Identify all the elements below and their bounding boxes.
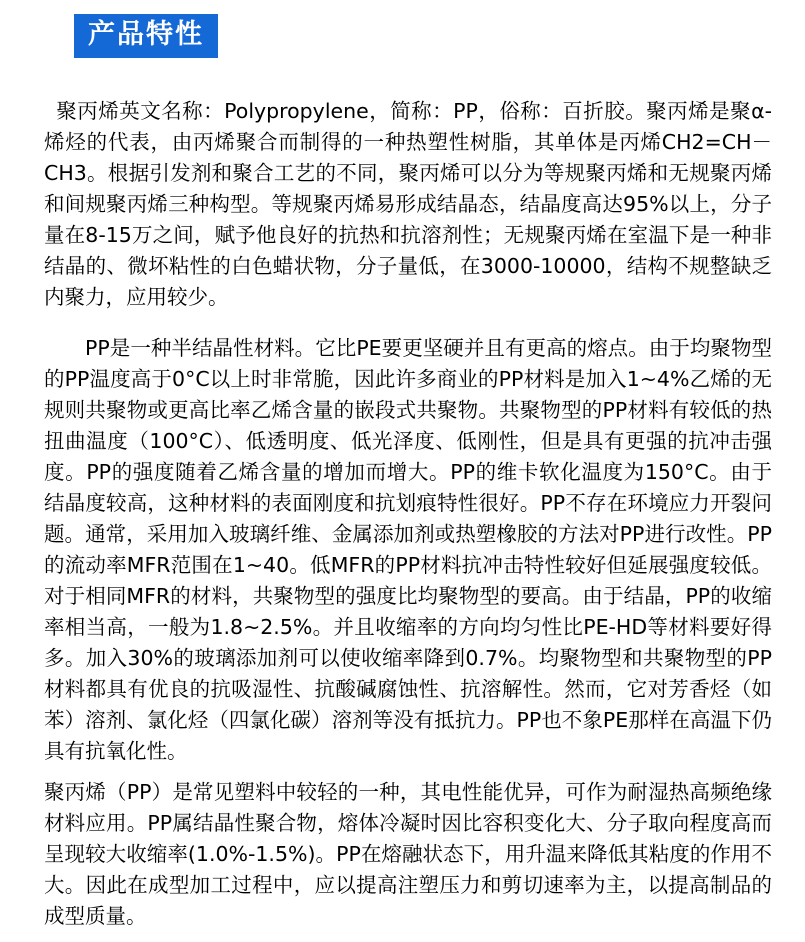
paragraph-spacer: [44, 323, 772, 333]
paragraph-2: PP是一种半结晶性材料。它比PE要更坚硬并且有更高的熔点。由于均聚物型的PP温度高于0°C以上时非常脆，因此许多商业的PP材料是加入1~4%乙烯的无规则共聚物或更高比率乙烯含量的嵌段式共聚物。共聚物型的PP材料有较低的热扭曲温度（100°C）、低透明度、低光泽度、低刚性，但是具有更强的抗冲击强度。PP的强度随着乙烯含量的增加而增大。PP的维卡软化温度为150°C。由于结晶度较高，这种材料的表面刚度和抗划痕特性很好。PP不存在环境应力开裂问题。通常，采用加入玻璃纤维、金属添加剂或热塑橡胶的方法对PP进行改性。PP的流动率MFR范围在1~40。低MFR的PP材料抗冲击特性较好但延展强度较低。对于相同MFR的材料，共聚物型的强度比均聚物型的要高。由于结晶，PP的收缩率相当高，一般为1.8~2.5%。并且收缩率的方向均匀性比PE-HD等材料要好得多。加入30%的玻璃添加剂可以使收缩率降到0.7%。均聚物型和共聚物型的PP材料都具有优良的抗吸湿性、抗酸碱腐蚀性、抗溶解性。然而，它对芳香烃（如苯）溶剂、氯化烃（四氯化碳）溶剂等没有抵抗力。PP也不象PE那样在高温下仍具有抗氧化性。: [44, 336, 772, 763]
paragraph-3: 聚丙烯（PP）是常见塑料中较轻的一种，其电性能优异，可作为耐湿热高频绝缘材料应用。PP属结晶性聚合物，熔体冷凝时因比容积变化大、分子取向程度高而呈现较大收缩率(1.0%-1.5%)。PP在熔融状态下，用升温来降低其粘度的作用不大。因此在成型加工过程中，应以提高注塑压力和剪切速率为主，以提高制品的成型质量。: [44, 780, 772, 928]
section-title-banner: 产品特性: [74, 14, 218, 58]
document-body: [44, 96, 772, 942]
paragraph-1: 聚丙烯英文名称：Polypropylene，简称：PP，俗称：百折胶。聚丙烯是聚α-烯烃的代表，由丙烯聚合而制得的一种热塑性树脂，其单体是丙烯CH2=CH－CH3。根据引发剂和聚合工艺的不同，聚丙烯可以分为等规聚丙烯和无规聚丙烯和间规聚丙烯三种构型。等规聚丙烯易形成结晶态，结晶度高达95%以上，分子量在8-15万之间，赋予他良好的抗热和抗溶剂性；无规聚丙烯在室温下是一种非结晶的、微坏粘性的白色蜡状物，分子量低，在3000-10000，结构不规整缺乏内聚力，应用较少。: [44, 99, 772, 309]
